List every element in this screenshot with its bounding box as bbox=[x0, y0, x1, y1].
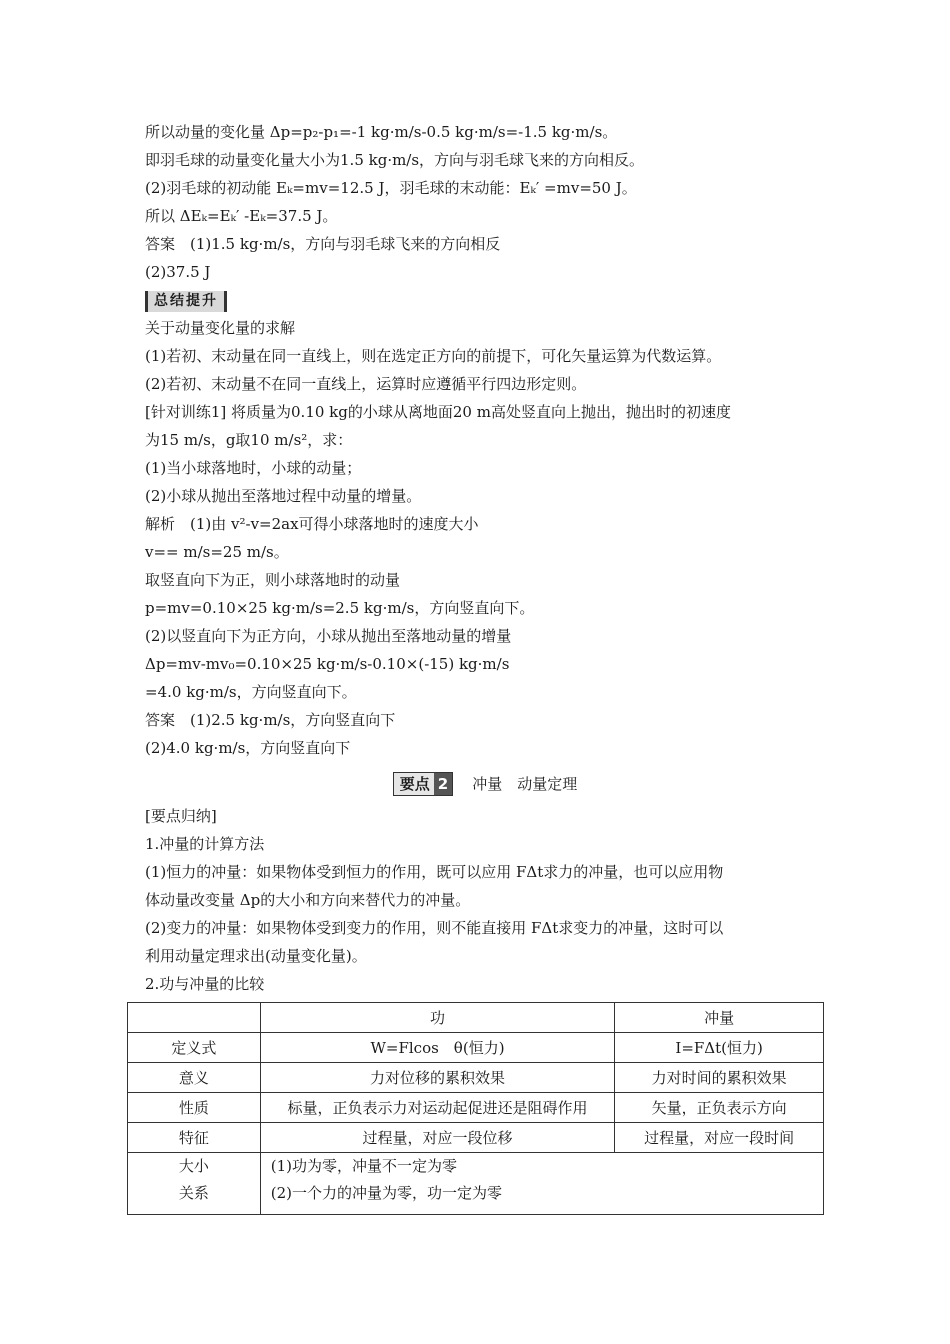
table-cell: I=FΔt(恒力) bbox=[615, 1033, 824, 1063]
comparison-table bbox=[127, 1002, 824, 1215]
table-cell: W=Flcos θ(恒力) bbox=[260, 1033, 614, 1063]
text-line: (1)恒力的冲量：如果物体受到恒力的作用，既可以应用 FΔt求力的冲量，也可以应用物 bbox=[145, 863, 724, 881]
exercise-line: 为15 m/s，g取10 m/s²，求： bbox=[145, 431, 353, 449]
solution-line: Δp=mv-mv₀=0.10×25 kg·m/s-0.10×(-15) kg·m/s bbox=[145, 655, 510, 673]
key-point-number: 2 bbox=[434, 773, 452, 795]
table-cell: 性质 bbox=[128, 1093, 261, 1123]
solution-line: 解析 (1)由 v²-v=2ax可得小球落地时的速度大小 bbox=[145, 515, 479, 533]
key-point-heading bbox=[145, 764, 825, 802]
relation-text: (1)功为零，冲量不一定为零 bbox=[270, 1157, 458, 1175]
table-cell bbox=[260, 1153, 823, 1215]
paragraph-block-1 bbox=[145, 118, 825, 286]
exercise-line: [针对训练1] 将质量为0.10 kg的小球从离地面20 m高处竖直向上抛出，抛出时的初速度 bbox=[145, 403, 731, 421]
table-cell: 矢量，正负表示方向 bbox=[615, 1093, 824, 1123]
solution-line: p=mv=0.10×25 kg·m/s=2.5 kg·m/s，方向竖直向下。 bbox=[145, 599, 535, 617]
text-line: (2)若初、末动量不在同一直线上，运算时应遵循平行四边形定则。 bbox=[145, 375, 587, 393]
text-line: 利用动量定理求出(动量变化量)。 bbox=[145, 947, 367, 965]
text-line: (2)羽毛球的初动能 Eₖ=mv=12.5 J，羽毛球的末动能：Eₖ′ =mv=50 J。 bbox=[145, 179, 637, 197]
key-point-badge bbox=[393, 772, 453, 796]
solution-line: =4.0 kg·m/s，方向竖直向下。 bbox=[145, 683, 357, 701]
paragraph-block-3 bbox=[145, 802, 825, 998]
table-header-row bbox=[128, 1003, 824, 1033]
exercise-line: (2)小球从抛出至落地过程中动量的增量。 bbox=[145, 487, 422, 505]
summary-tag: 总结提升 bbox=[145, 291, 227, 312]
summary-heading bbox=[145, 286, 825, 314]
document-body bbox=[145, 118, 825, 998]
answer-line: (2)4.0 kg·m/s，方向竖直向下 bbox=[145, 739, 351, 757]
relation-text: (2)一个力的冲量为零，功一定为零 bbox=[270, 1184, 503, 1202]
row-label: 大小 bbox=[178, 1157, 209, 1175]
text-line: 所以 ΔEₖ=Eₖ′ -Eₖ=37.5 J。 bbox=[145, 207, 338, 225]
table-cell: 力对位移的累积效果 bbox=[260, 1063, 614, 1093]
solution-line: v== m/s=25 m/s。 bbox=[145, 543, 289, 561]
table-row bbox=[128, 1093, 824, 1123]
answer-line: 答案 (1)1.5 kg·m/s，方向与羽毛球飞来的方向相反 bbox=[145, 235, 501, 253]
key-point-title: 冲量 动量定理 bbox=[472, 774, 578, 793]
text-line: 2.功与冲量的比较 bbox=[145, 975, 265, 993]
solution-line: (2)以竖直向下为正方向，小球从抛出至落地动量的增量 bbox=[145, 627, 512, 645]
text-line: [要点归纳] bbox=[145, 807, 217, 825]
table-cell: 定义式 bbox=[128, 1033, 261, 1063]
table-cell: 力对时间的累积效果 bbox=[615, 1063, 824, 1093]
text-line: 所以动量的变化量 Δp=p₂-p₁=-1 kg·m/s-0.5 kg·m/s=-1.5 kg·m/s。 bbox=[145, 123, 618, 141]
text-line: 关于动量变化量的求解 bbox=[145, 319, 296, 337]
exercise-line: (1)当小球落地时，小球的动量； bbox=[145, 459, 362, 477]
table-header-cell bbox=[128, 1003, 261, 1033]
text-line: 体动量改变量 Δp的大小和方向来替代力的冲量。 bbox=[145, 891, 471, 909]
answer-line: (2)37.5 J bbox=[145, 263, 211, 281]
table-cell: 特征 bbox=[128, 1123, 261, 1153]
table-header-cell: 冲量 bbox=[615, 1003, 824, 1033]
answer-line: 答案 (1)2.5 kg·m/s，方向竖直向下 bbox=[145, 711, 396, 729]
table-cell: 标量，正负表示力对运动起促进还是阻碍作用 bbox=[260, 1093, 614, 1123]
text-line: 即羽毛球的动量变化量大小为1.5 kg·m/s，方向与羽毛球飞来的方向相反。 bbox=[145, 151, 645, 169]
row-label: 关系 bbox=[178, 1184, 209, 1202]
table-cell bbox=[128, 1153, 261, 1215]
table-header-cell: 功 bbox=[260, 1003, 614, 1033]
table-cell: 意义 bbox=[128, 1063, 261, 1093]
text-line: (1)若初、末动量在同一直线上，则在选定正方向的前提下，可化矢量运算为代数运算。 bbox=[145, 347, 722, 365]
table-row bbox=[128, 1033, 824, 1063]
text-line: (2)变力的冲量：如果物体受到变力的作用，则不能直接用 FΔt求变力的冲量，这时可以 bbox=[145, 919, 724, 937]
table-cell: 过程量，对应一段时间 bbox=[615, 1123, 824, 1153]
text-line: 1.冲量的计算方法 bbox=[145, 835, 265, 853]
table-row bbox=[128, 1153, 824, 1215]
paragraph-block-2 bbox=[145, 314, 825, 762]
table-row bbox=[128, 1063, 824, 1093]
table-row bbox=[128, 1123, 824, 1153]
key-point-label: 要点 bbox=[399, 774, 430, 793]
solution-line: 取竖直向下为正，则小球落地时的动量 bbox=[145, 571, 401, 589]
table-cell: 过程量，对应一段位移 bbox=[260, 1123, 614, 1153]
